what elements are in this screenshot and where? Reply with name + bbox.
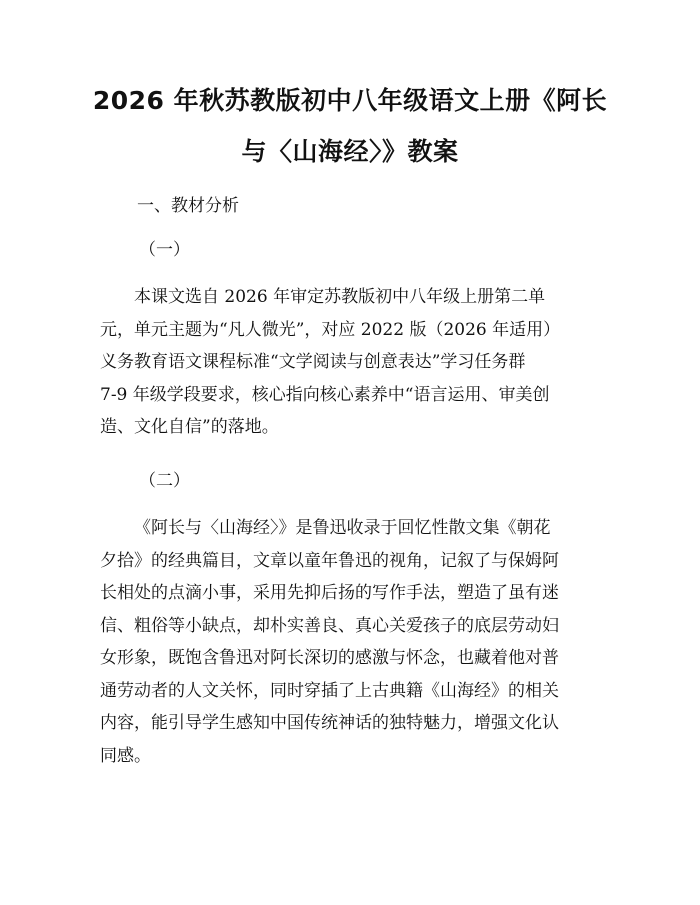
paragraph-2-line: 《阿长与〈山海经〉》是鲁迅收录于回忆性散文集《朝花 [134, 518, 551, 538]
paragraph-2 [100, 512, 600, 772]
paragraph-2-line: 夕拾》的经典篇目，文章以童年鲁迅的视角，记叙了与保姆阿 [100, 550, 559, 571]
document-title-line-1: 2026 年秋苏教版初中八年级语文上册《阿长 [92, 86, 608, 115]
paragraph-1 [100, 281, 600, 444]
paragraph-2-line: 长相处的点滴小事，采用先抑后扬的写作手法，塑造了虽有迷 [100, 583, 559, 603]
section-heading-textbook-analysis: 一、教材分析 [137, 196, 239, 216]
subsection-label-1: （一） [139, 240, 190, 260]
paragraph-1-line: 造、文化自信”的落地。 [100, 417, 279, 437]
paragraph-1-line: 元，单元主题为“凡人微光”，对应 2022 版（2026 年适用） [100, 319, 561, 340]
paragraph-2-line: 同感。 [100, 745, 151, 766]
paragraph-2-line: 女形象，既饱含鲁迅对阿长深切的感激与怀念，也藏着他对普 [100, 648, 559, 668]
paragraph-1-line: 义务教育语文课程标准“文学阅读与创意表达”学习任务群 [100, 352, 526, 372]
paragraph-2-line: 内容，能引导学生感知中国传统神话的独特魅力，增强文化认 [100, 713, 559, 733]
document-title-line-2: 与〈山海经〉》教案 [241, 137, 459, 166]
paragraph-1-line: 7-9 年级学段要求，核心指向核心素养中“语言运用、审美创 [100, 384, 550, 405]
paragraph-1-line: 本课文选自 2026 年审定苏教版初中八年级上册第二单 [134, 287, 546, 307]
paragraph-2-line: 信、粗俗等小缺点，却朴实善良、真心关爱孩子的底层劳动妇 [100, 615, 559, 636]
subsection-label-2: （二） [139, 471, 190, 491]
paragraph-2-line: 通劳动者的人文关怀，同时穿插了上古典籍《山海经》的相关 [100, 680, 559, 701]
